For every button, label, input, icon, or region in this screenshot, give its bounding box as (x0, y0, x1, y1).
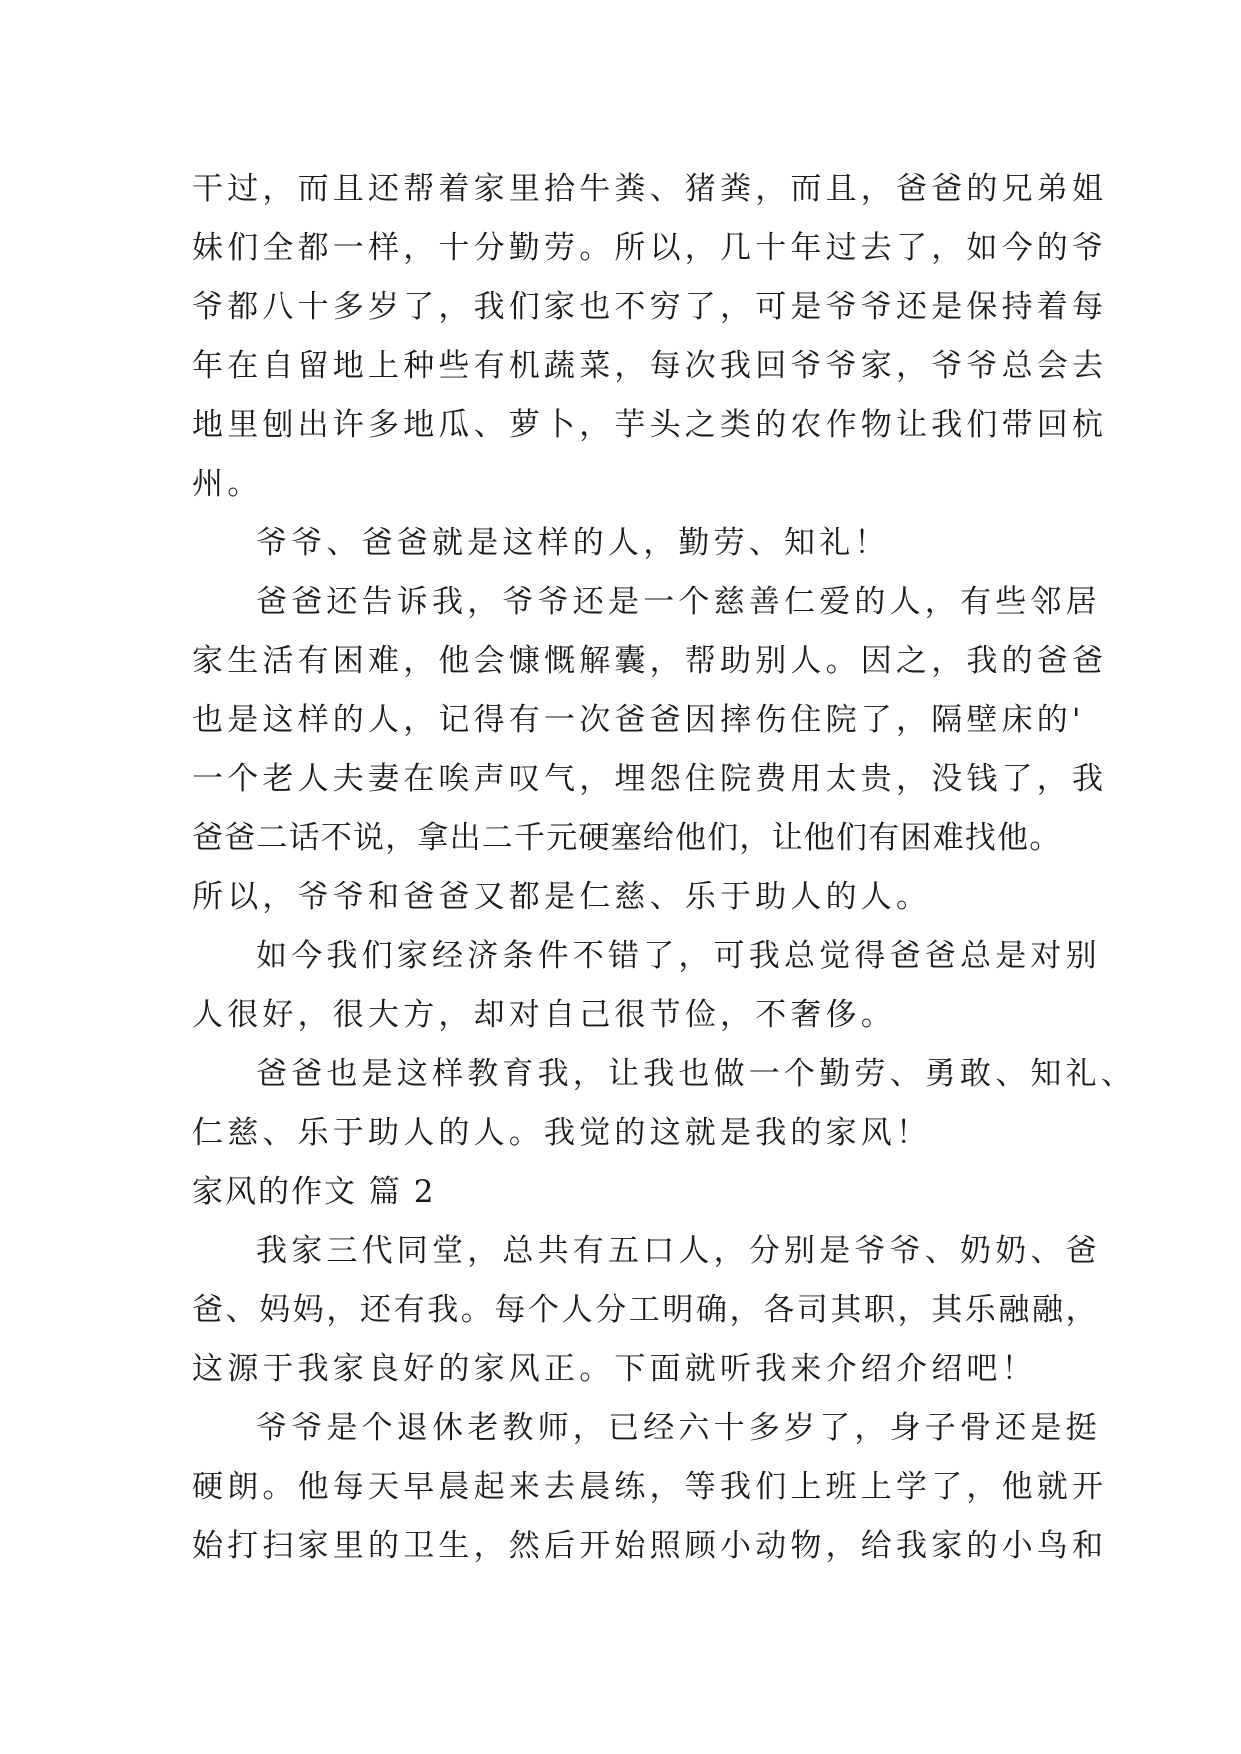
body-line: 仁慈、乐于助人的人。我觉的这就是我的家风！ (192, 1115, 932, 1151)
body-line: 所以，爷爷和爸爸又都是仁慈、乐于助人的人。 (192, 879, 932, 915)
paragraph-start-line: 爷爷、爸爸就是这样的人，勤劳、知礼！ (256, 525, 890, 561)
body-line: 干过，而且还帮着家里拾牛粪、猪粪，而且，爸爸的兄弟姐 (192, 171, 1108, 207)
paragraph-start-line: 爸爸也是这样教育我，让我也做一个勤劳、勇敢、知礼、 (256, 1056, 1136, 1092)
body-line: 妹们全都一样，十分勤劳。所以，几十年过去了，如今的爷 (192, 230, 1108, 266)
body-line: 始打扫家里的卫生，然后开始照顾小动物，给我家的小鸟和 (192, 1528, 1108, 1564)
body-line: 人很好，很大方，却对自己很节俭，不奢侈。 (192, 997, 896, 1033)
body-line: 一个老人夫妻在唉声叹气，埋怨住院费用太贵，没钱了，我 (192, 761, 1108, 797)
body-line: 也是这样的人，记得有一次爸爸因摔伤住院了，隔壁床的' (192, 702, 1085, 738)
paragraph-start-line: 爷爷是个退休老教师，已经六十多岁了，身子骨还是挺 (256, 1410, 1101, 1446)
body-line: 爸爸二话不说，拿出二千元硬塞给他们，让他们有困难找他。 (192, 820, 1062, 856)
body-line: 家生活有困难，他会慷慨解囊，帮助别人。因之，我的爸爸 (192, 643, 1108, 679)
body-line: 地里刨出许多地瓜、萝卜，芋头之类的农作物让我们带回杭 (192, 407, 1108, 443)
body-line: 爸、妈妈，还有我。每个人分工明确，各司其职，其乐融融， (192, 1292, 1100, 1328)
section-heading: 家风的作文 篇 2 (192, 1174, 436, 1210)
paragraph-start-line: 我家三代同堂，总共有五口人，分别是爷爷、奶奶、爸 (256, 1233, 1101, 1269)
body-line: 硬朗。他每天早晨起来去晨练，等我们上班上学了，他就开 (192, 1469, 1108, 1505)
paragraph-start-line: 如今我们家经济条件不错了，可我总觉得爸爸总是对别 (256, 938, 1101, 974)
body-line: 爷都八十多岁了，我们家也不穷了，可是爷爷还是保持着每 (192, 289, 1108, 325)
body-line: 这源于我家良好的家风正。下面就听我来介绍介绍吧！ (192, 1351, 1037, 1387)
body-line: 年在自留地上种些有机蔬菜，每次我回爷爷家，爷爷总会去 (192, 348, 1108, 384)
body-line: 州。 (192, 466, 263, 502)
paragraph-start-line: 爸爸还告诉我，爷爷还是一个慈善仁爱的人，有些邻居 (256, 584, 1101, 620)
document-page (192, 160, 1136, 1576)
